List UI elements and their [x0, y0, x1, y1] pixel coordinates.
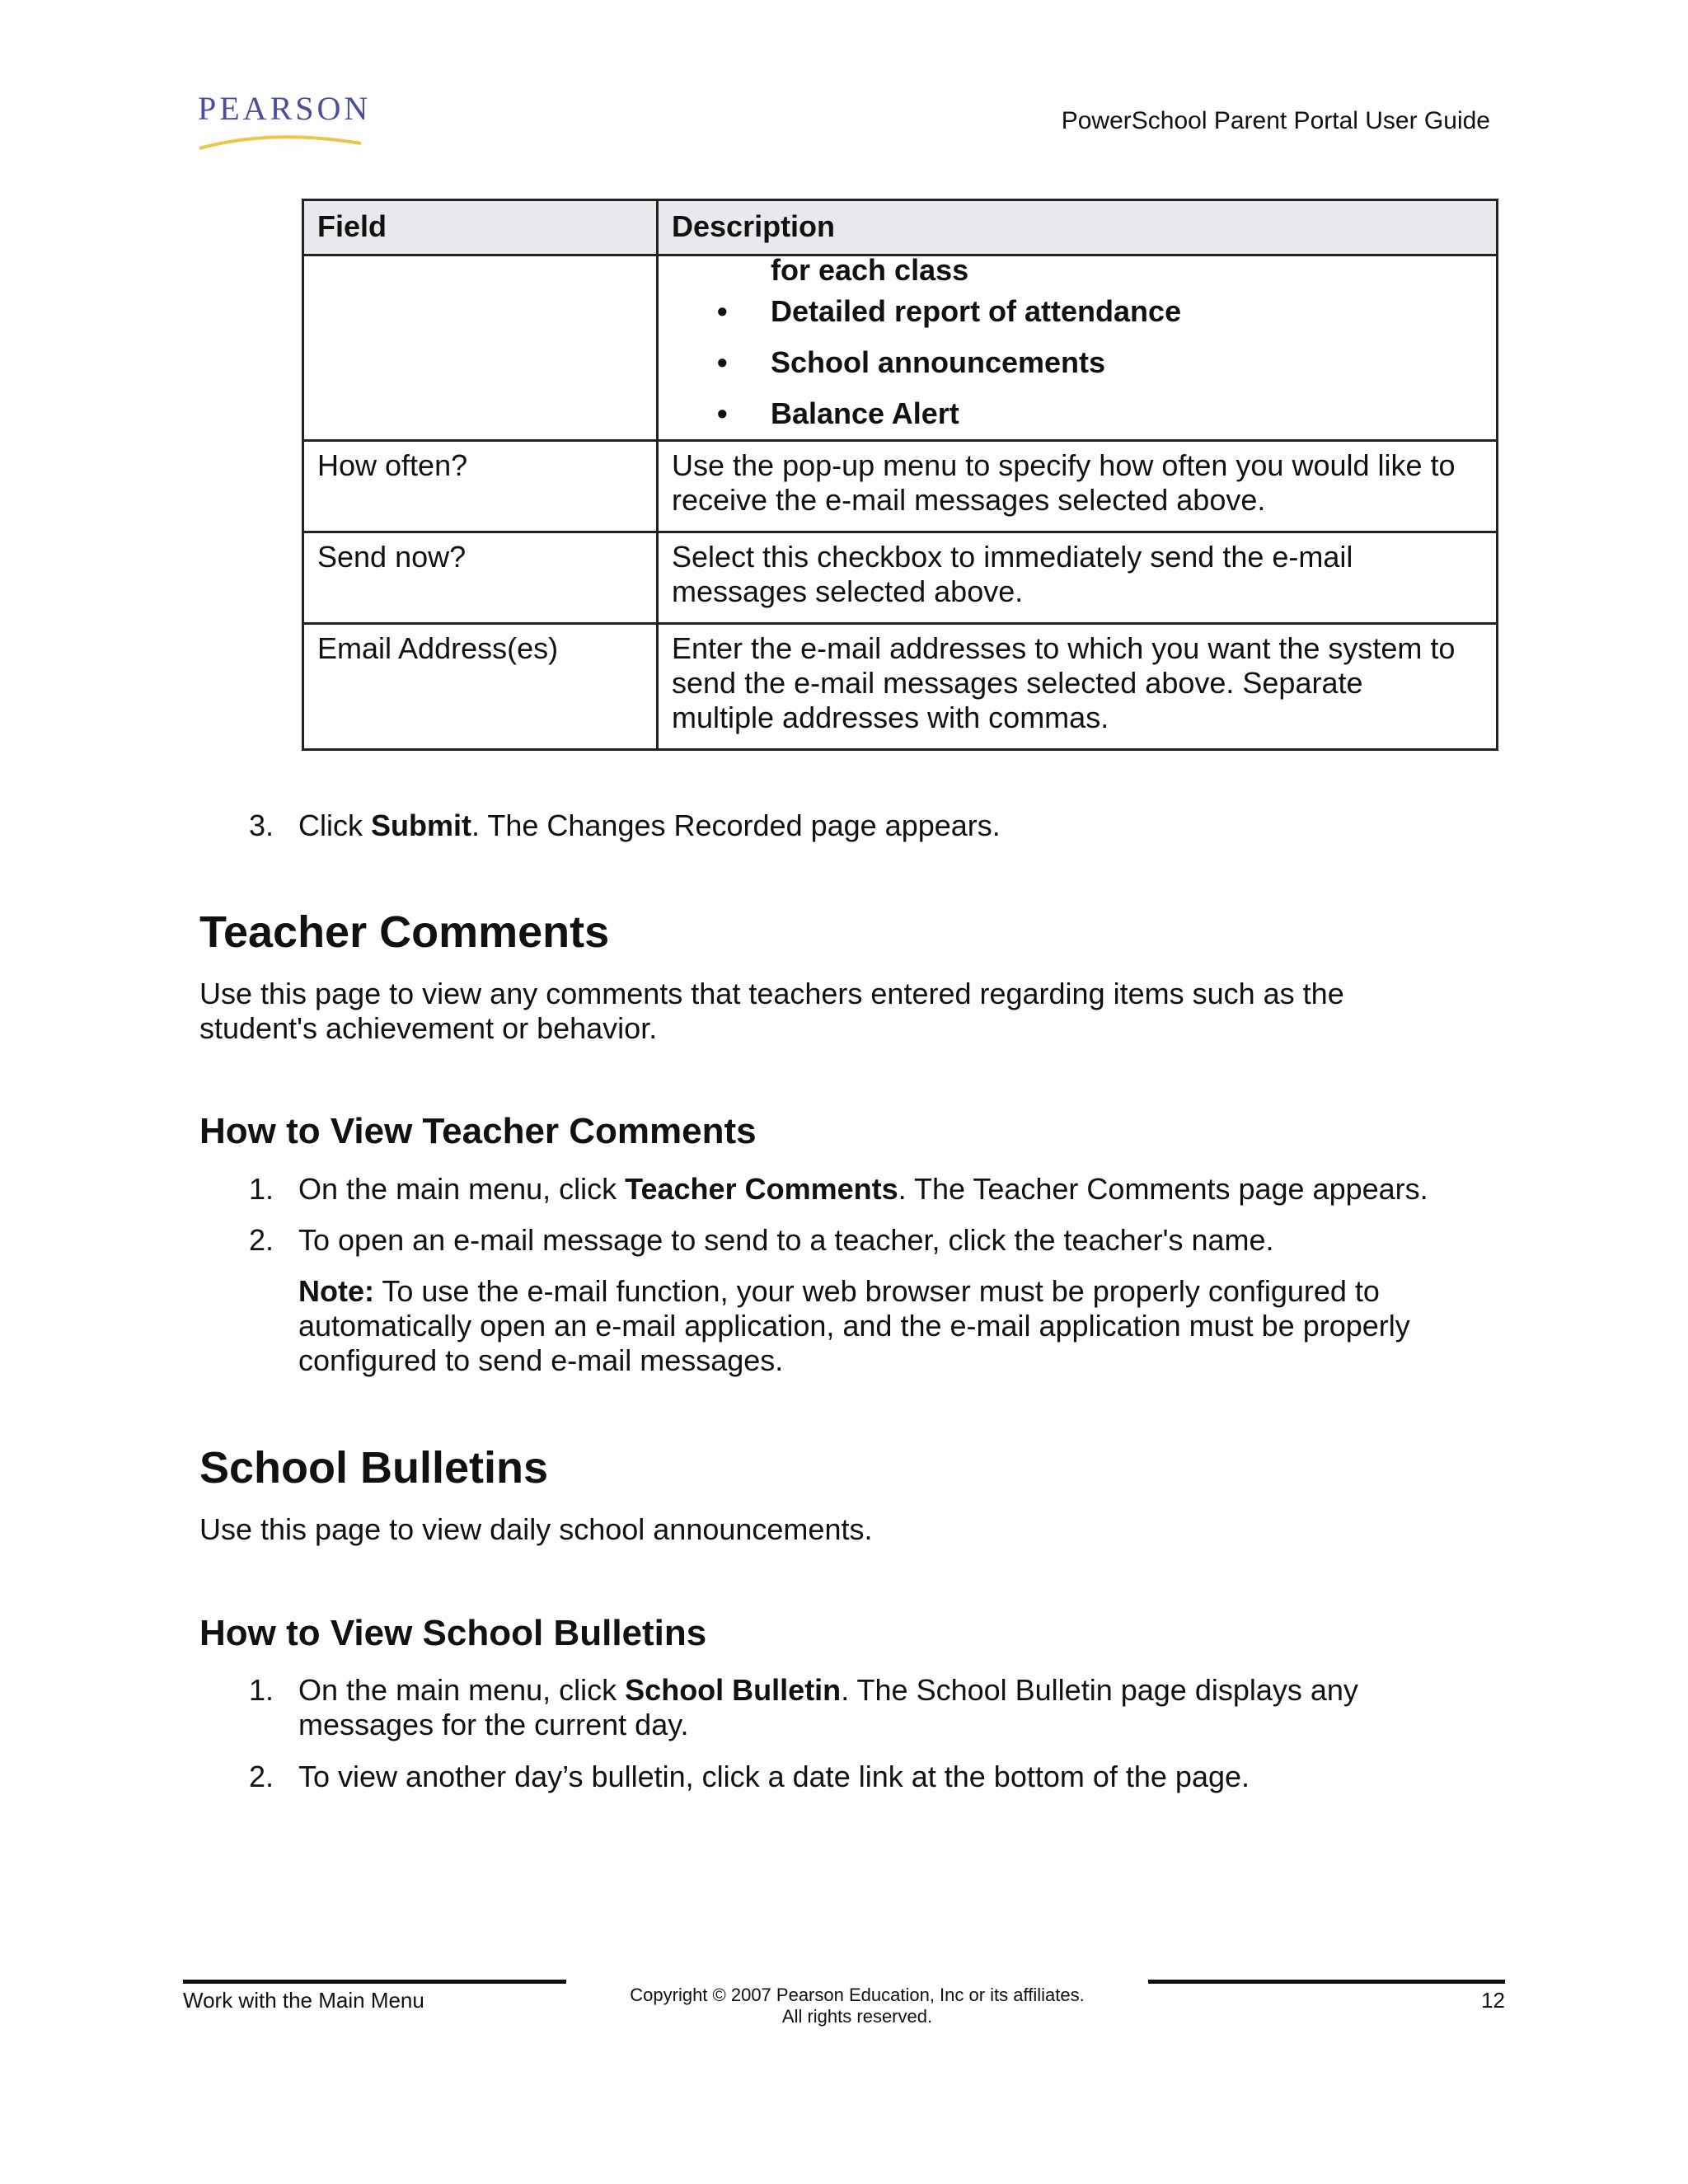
table-row — [303, 255, 1498, 441]
continued-text: for each class — [771, 253, 969, 287]
table-row — [303, 441, 1498, 532]
list-item: • School announcements — [717, 345, 1106, 379]
submit-term: Submit — [371, 808, 471, 842]
bullet-list — [672, 294, 1483, 431]
table-cell-field: How often? — [303, 441, 658, 532]
table-cell-description: Use the pop-up menu to specify how often you would like to receive the e-mail messages selected above. — [658, 441, 1498, 532]
teacher-comments-intro: Use this page to view any comments that teachers entered regarding items such as the student's achievement or behavior. — [199, 977, 1344, 1045]
page-number: 12 — [1481, 1988, 1505, 2013]
school-bulletins-intro: Use this page to view daily school announcements. — [199, 1512, 873, 1546]
table-cell-field: Send now? — [303, 532, 658, 624]
col-header-description: Description — [658, 200, 1498, 255]
list-item: • Balance Alert — [717, 396, 959, 430]
table-cell-description — [658, 255, 1498, 441]
footer-rule-right — [1148, 1980, 1505, 1984]
section-title-school-bulletins: School Bulletins — [199, 1443, 549, 1493]
table-cell-description: Select this checkbox to immediately send the e-mail messages selected above. — [658, 532, 1498, 624]
footer-copyright: Copyright © 2007 Pearson Education, Inc or its affiliates. All rights reserved. — [630, 1985, 1085, 2027]
table-cell-field — [303, 255, 658, 441]
table-cell-field: Email Address(es) — [303, 624, 658, 750]
pearson-logo — [198, 90, 372, 150]
table-cell-description: Enter the e-mail addresses to which you want the system to send the e-mail messages selected above. Separate multiple addresses with commas. — [658, 624, 1498, 750]
table-row — [303, 624, 1498, 750]
section-title-teacher-comments: Teacher Comments — [199, 907, 610, 957]
doc-title: PowerSchool Parent Portal User Guide — [1061, 107, 1490, 134]
footer-section: Work with the Main Menu — [183, 1988, 424, 2013]
logo-text: PEARSON — [198, 90, 372, 127]
document-page: PEARSON PowerSchool Parent Portal User Guide Field Description for each class • Detailed report of attendance • School announcements • Balance Alert How often? Use the pop-up menu to specify how often you would like to receive the e-mail messages selected above. Send now? Select this checkbox to immediately send the e-mail messages selected above. Email Address(es) Enter the e-mail addresses to which you want the system to send the e-mail messages selected above. Separate multiple addresses with commas. 3. Click Submit. The Changes Recorded page appears. Teacher Comments Use this page to view any comments that teachers entered regarding items such as the student's achievement or behavior. How to View Teacher Comments 1. On the main menu, click Teacher Comments. The Teacher Comments page appears. 2. To open an e-mail message to send to a teacher, click the teacher's name. Note: To use the e-mail function, your web browser must be properly configured to automatically open an e-mail application, and the e-mail application must be properly configured to send e-mail messages. School Bulletins Use this page to view daily school announcements. How to View School Bulletins 1. On the main menu, click School Bulletin. The School Bulletin page displays any messages for the current day. 2. To view another day’s bulletin, click a date link at the bottom of the page. Work with the Main Menu Copyright © 2007 Pearson Education, Inc or its affiliates. All rights reserved. 12 — [183, 90, 1505, 2027]
table-row — [303, 532, 1498, 624]
footer-rule-left — [183, 1980, 566, 1984]
howto-title-school-bulletins: How to View School Bulletins — [199, 1613, 707, 1653]
settings-table — [302, 199, 1498, 751]
col-header-field: Field — [303, 200, 658, 255]
teacher-note: Note: To use the e-mail function, your web browser must be properly configured to automatically open an e-mail application, and the e-mail application must be properly configured to send e-mail messages. — [298, 1274, 1410, 1377]
list-item: • Detailed report of attendance — [717, 294, 1182, 328]
table-header-row — [303, 200, 1498, 255]
logo-swoosh-icon — [198, 127, 363, 152]
howto-title-teacher-comments: How to View Teacher Comments — [199, 1111, 757, 1151]
